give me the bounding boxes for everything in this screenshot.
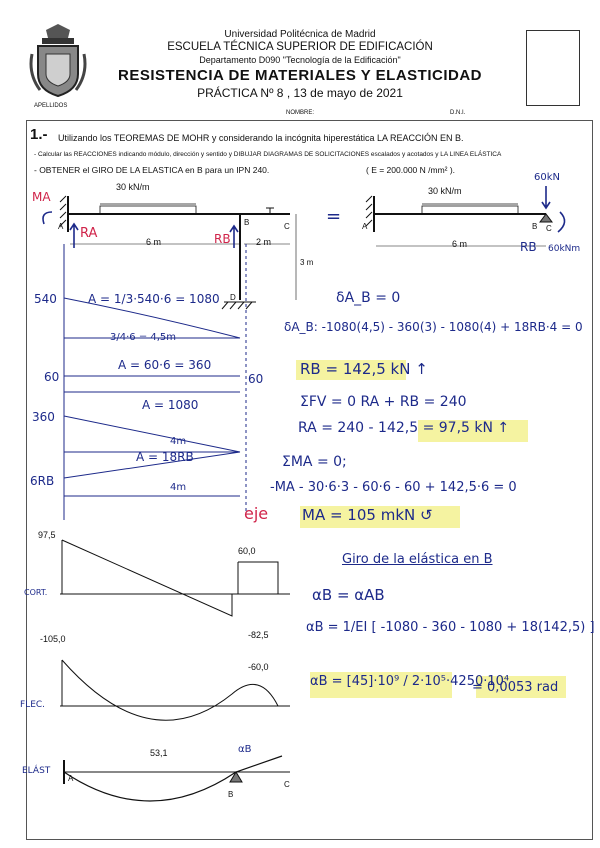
dni-label: D.N.I. [450,110,466,116]
dist-4: 4m [170,482,187,493]
equation-1: δA_B = 0 [336,290,401,306]
school-name: ESCUELA TÉCNICA SUPERIOR DE EDIFICACIÓN [167,41,433,53]
equation-6: ΣMA = 0; [282,454,347,470]
side-60: 60 [248,372,264,386]
elastic-node-a: A [68,774,74,783]
node-b-label: B [244,218,250,227]
giro-title: Giro de la elástica en B [342,552,493,567]
node-a-label: A [58,222,64,231]
equation-11: αB = [45]·10⁹ / 2·10⁵·4250·10⁴ [310,674,510,689]
area-2: A = 60·6 = 360 [118,358,212,372]
problem-bullet-2: - OBTENER el GIRO DE LA ELASTICA en B para un IPN 240. [34,165,270,175]
span-small-label: 2 m [256,237,272,247]
span-left-label: 6 m [146,237,162,247]
node-c-label: C [284,222,290,231]
shear-right-top-value: 60,0 [238,546,256,556]
area-3: A = 1080 [142,398,199,412]
diagram-value-6rb: 6RB [30,474,55,488]
equation-12: = 0,0053 rad [472,680,559,695]
area-1: A = 1/3·540·6 = 1080 [88,292,220,306]
equation-9: αB = αAB [312,586,385,604]
dist-3: 4m [170,436,187,447]
span-right-label: 6 m [452,239,468,249]
alpha-b-label: αB [238,744,252,755]
shear-bottom-value: -82,5 [248,630,269,640]
load-left-label: 30 kN/m [116,182,150,192]
problem-statement: Utilizando los TEOREMAS DE MOHR y considerando la incógnita hiperestática LA REACCIÓN EN B. [58,133,464,143]
ra-label: RA [80,226,98,241]
elastic-node-b: B [228,790,234,799]
area-4: A = 18RB [136,450,194,464]
equation-8: MA = 105 mkN ↺ [302,506,433,524]
rb-label: RB [214,232,231,246]
elastic-line [64,756,290,801]
problem-number: 1.- [30,126,48,143]
department-name: Departamento D090 "Tecnología de la Edificación" [199,55,401,65]
load-right-label: 30 kN/m [428,186,462,196]
diagram-value-60: 60 [44,370,60,384]
equation-7: -MA - 30·6·3 - 60·6 - 60 + 142,5·6 = 0 [270,480,517,495]
diagram-value-360: 360 [32,410,55,424]
elastic-modulus: ( E = 200.000 N /mm² ). [366,165,456,175]
rb-right-label: RB [520,240,537,254]
equation-4: ΣFV = 0 RA + RB = 240 [300,394,467,410]
equation-10: αB = 1/EI [ -1080 - 360 - 1080 + 18(142,5) ] [306,620,595,635]
diagram-value-540: 540 [34,292,57,306]
node-d-label: D [230,293,236,302]
cort-label: CORT. [24,588,48,597]
node-a2-label: A [362,222,368,231]
moment-left-value: -105,0 [40,634,66,644]
elastic-node-c: C [284,780,290,789]
problem-bullet-1: - Calcular las REACCIONES indicando módulo, dirección y sentido y DIBUJAR DIAGRAMAS DE SOLICITACIONES escalados y acotados y LA LINEA ELÁSTICA [34,151,502,158]
course-title: RESISTENCIA DE MATERIALES Y ELASTICIDAD [118,67,482,84]
moment-mid-value: 53,1 [150,748,168,758]
practice-title: PRÁCTICA Nº 8 , 13 de mayo de 2021 [197,86,403,100]
node-b2-label: B [532,222,538,231]
load-60-label: 60kN [534,172,560,183]
elast-label: ELÁST [22,766,51,776]
moment-60-label: 60kNm [548,244,581,254]
apellidos-label: APELLIDOS [34,103,68,109]
flec-label: FLEC. [20,700,46,710]
eje-label: eje [244,504,269,523]
ma-moment-arrow [43,212,52,224]
equation-5: RA = 240 - 142,5 = 97,5 kN ↑ [298,420,510,436]
equation-3: RB = 142,5 kN ↑ [300,360,428,378]
equals-sign: = [326,206,342,227]
moment-right-value: -60,0 [248,662,269,672]
shear-left-value: 97,5 [38,530,56,540]
nombre-label: NOMBRE: [286,110,315,116]
university-name: Universidad Politécnica de Madrid [224,29,376,40]
dist-1: 3/4·6 = 4,5m [110,332,177,343]
node-c2-label: C [546,224,552,233]
equation-2: δA_B: -1080(4,5) - 360(3) - 1080(4) + 18RB·4 = 0 [284,320,583,334]
mohr-diagrams [64,244,246,520]
ma-label: MA [32,190,51,204]
height-label: 3 m [300,258,314,267]
